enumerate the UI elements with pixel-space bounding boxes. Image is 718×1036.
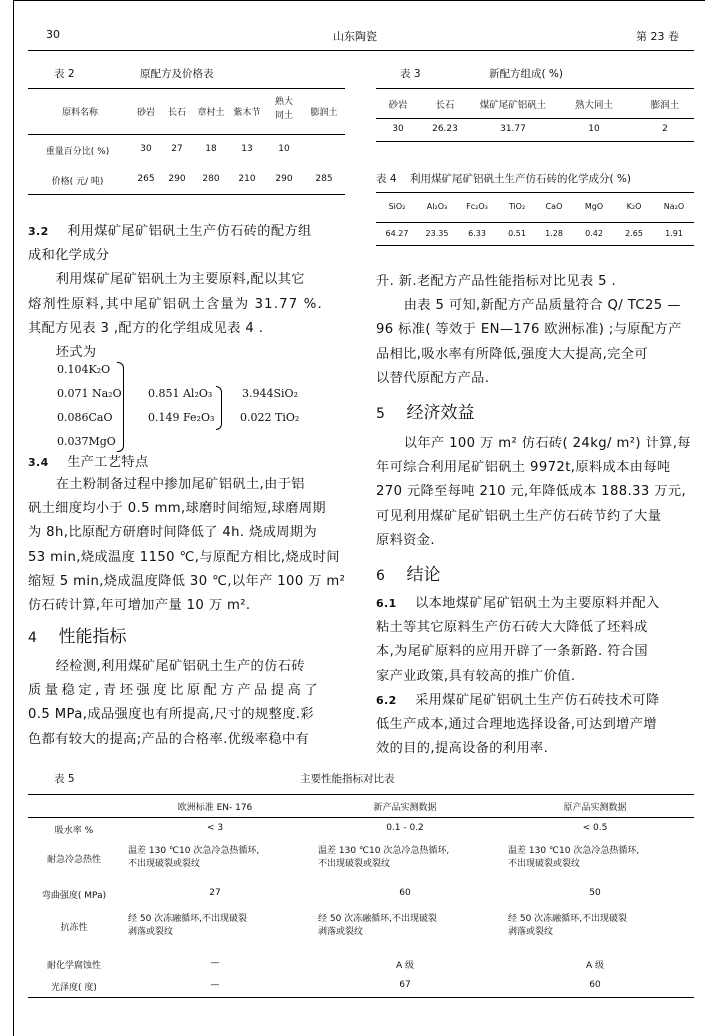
table2-cell: 285 [315,174,333,184]
paragraph-line: 缩短 5 min,烧成温度降低 30 ℃,以年产 100 万 m² [28,573,346,589]
section-number: 6.1 [376,597,397,610]
section-number: 5 [376,406,385,422]
table4-cell: 23.35 [425,229,449,238]
page-top-border [13,0,705,1]
section-4 [28,622,348,647]
table2-header: 原料名称 [61,108,98,118]
table2-cell: 280 [202,174,220,184]
table2-row-label: 重量百分比( %) [45,147,110,157]
table5-cell: 经 50 次冻融循环,不出现破裂 剥落或裂纹 [508,914,628,937]
table5-cell: — [210,958,220,968]
table3-header: 砂岩 [388,100,408,111]
table5-cell: 经 50 次冻融循环,不出现破裂 剥落或裂纹 [318,914,438,937]
table3-top-rule [376,88,694,89]
formula-term: 3.944SiO₂ [242,387,298,400]
paragraph-line: 粘土等其它原料生产仿石砖大大降低了坯料成 [376,620,648,636]
table4-mid-rule [376,222,694,223]
section-title: 生产工艺特点 [67,455,149,470]
table4-header: TiO₂ [508,202,526,211]
section-heading [28,622,348,647]
formula-term: 0.071 Na₂O [57,387,122,400]
table5-cell: A 级 [585,961,605,971]
table4-header: Na₂O [663,202,685,211]
volume-label: 第 23 卷 [636,30,679,43]
paragraph-line: 仿石砖计算,年可增加产量 10 万 m². [28,598,251,614]
table5-cell: 0.1 - 0.2 [386,823,424,833]
table5-cell: 60 [399,888,411,898]
table2-cell: 290 [275,174,293,184]
table2-cell: 13 [241,144,253,154]
paragraph-line: 270 元降至每吨 210 元,年降低成本 188.33 万元, [376,484,687,500]
table4-header: K₂O [626,202,642,211]
table5-cell: — [210,980,220,990]
table5-caption-label: 表 5 [54,773,75,785]
table2-mid-rule [28,134,345,135]
paragraph-line: 0.5 MPa,成品强度也有所提高,尺寸的规整度.彩 [28,707,314,723]
table2-cell: 210 [238,174,256,184]
page-left-border [13,0,14,1036]
table2-header: 长石 [167,108,186,118]
paragraph-line: 其配方见表 3 ,配方的化学组成见表 4 . [28,320,264,336]
paragraph-line: 由表 5 可知,新配方产品质量符合 Q/ TC25 — [403,298,681,314]
table4-caption-title: 利用煤矿尾矿铝矾土生产仿石砖的化学成分( %) [410,173,632,185]
table5-caption-title: 主要性能指标对比表 [300,773,395,785]
paragraph-line: 色都有较大的提高;产品的合格率.优级率稳中有 [28,731,310,747]
section-number: 3.2 [28,225,49,238]
paragraph-line: 品相比,吸水率有所降低,强度大大提高,完全可 [376,346,648,362]
table4-cell: 2.65 [625,229,643,238]
table2-cell: 18 [205,144,217,154]
paragraph-line: 以替代原配方产品. [376,370,490,386]
paragraph-line: 低生产成本,通过合理地选择设备,可达到增产增 [376,717,657,733]
page-number: 30 [46,28,60,41]
table5-header: 新产品实测数据 [373,803,437,813]
table3-caption-label: 表 3 [400,68,421,80]
table2-header: 砂岩 [136,108,155,118]
table4-header: SiO₂ [388,202,406,211]
paragraph-line: 96 标准( 等效于 EN—176 欧洲标准) ;与原配方产 [376,322,682,338]
table5-cell: < 0.5 [582,823,608,833]
paragraph-line: 家产业政策,具有较高的推广价值. [376,668,576,684]
formula-term: 0.022 TiO₂ [240,411,300,424]
table4-bottom-rule [376,245,694,246]
table3-header: 煤矿尾矿铝矾土 [479,100,547,111]
table5-header: 欧洲标准 EN- 176 [177,803,253,813]
paragraph-line: 升. 新.老配方产品性能指标对比见表 5 . [376,274,617,289]
table4-cell: 64.27 [385,229,409,238]
table3-bottom-rule [376,141,694,142]
table5-cell: 经 50 次冻融循环,不出现破裂 剥落或裂纹 [128,914,248,937]
table4-top-rule [376,192,694,193]
table3-mid-rule [376,118,694,119]
table5-row-label: 弯曲强度( MPa) [41,891,107,901]
paragraph-line: 53 min,烧成温度 1150 ℃,与原配方相比,烧成时间 [28,549,340,565]
table4-cell: 0.42 [585,229,603,238]
section-6-heading [376,560,441,585]
table5-mid-rule [28,817,694,818]
section-4-body [28,655,348,752]
table2-cell: 10 [278,144,290,154]
table3-header: 熟大同土 [574,100,613,111]
paragraph-line: 矾土细度均小于 0.5 mm,球磨时间缩短,球磨周期 [28,501,327,517]
table5-row-label: 吸水率 % [54,826,94,836]
paragraph-line: 采用煤矿尾矿铝矾土生产仿石砖技术可降 [415,692,660,708]
journal-title: 山东陶瓷 [333,30,377,43]
table3-header: 长石 [435,100,455,111]
conclusion-6-2 [376,689,696,713]
table3-header: 膨润土 [650,100,680,111]
table5-cell: 67 [399,980,411,990]
table5-cell: 60 [589,980,601,990]
section-heading [28,220,348,244]
formula-term: 0.851 Al₂O₃ [148,387,213,400]
paragraph-line: 熔剂性原料,其中尾矿铝矾土含量为 31.77 %. [28,296,323,312]
table4-header: Fc₂O₃ [466,202,488,211]
table4-header: MgO [584,202,604,211]
section-5-heading [376,398,475,423]
paragraph-line: 本,为尾矿原料的应用开辟了一条新路. 符合国 [376,644,648,660]
table4-caption-label: 表 4 [376,173,397,185]
formula-brace [117,362,124,452]
table2-cell: 265 [137,174,155,184]
paragraph-line: 经检测,利用煤矿尾矿铝矾土生产的仿石砖 [55,659,305,674]
table3-cell: 10 [588,124,600,134]
section-heading [28,453,348,473]
formula-term: 0.086CaO [57,411,113,424]
table2-cell: 27 [171,144,183,154]
table3-cell: 31.77 [500,124,526,134]
table5-cell: 27 [209,888,221,898]
section-title: 经济效益 [406,403,475,423]
section-title: 结论 [406,565,441,585]
table4-header: Al₂O₃ [426,202,448,211]
section-6-body [376,592,696,761]
table2-caption-label: 表 2 [54,68,75,80]
table2-caption-title: 原配方及价格表 [140,68,214,80]
table4-header: CaO [545,202,563,211]
table4-cell: 0.51 [508,229,526,238]
section-number: 6 [376,568,385,584]
formula-term: 0.037MgO [57,435,116,448]
paragraph-line: 利用煤矿尾矿铝矾土为主要原料,配以其它 [55,272,305,288]
table5-row-label: 耐急冷急热性 [46,855,101,865]
table5-cell: 温差 130 ℃10 次急冷急热循环, 不出现破裂或裂纹 [128,846,260,869]
table5-cell: 温差 130 ℃10 次急冷急热循环, 不出现破裂或裂纹 [508,846,640,869]
section-number: 6.2 [376,693,397,707]
table2-header: 膨润土 [310,108,338,118]
table4-cell: 1.28 [545,229,563,238]
section-3-4 [28,453,348,618]
section-title: 性能指标 [58,627,127,647]
formula-brace [216,386,222,430]
table5-bottom-rule [28,997,694,998]
table5-cell: < 3 [206,823,224,833]
table2-header: 章村土 [197,108,225,118]
section-number: 4 [28,630,37,646]
section-3-2 [28,220,348,365]
paragraph-line: 以本地煤矿尾矿铝矾土为主要原料并配入 [415,596,660,611]
formula-term: 0.149 Fe₂O₃ [148,411,215,424]
table5-cell: 温差 130 ℃10 次急冷急热循环, 不出现破裂或裂纹 [318,846,450,869]
table3-caption-title: 新配方组成( %) [489,68,564,80]
table2-header: 紫木节 [233,108,261,118]
table2-header-line: 同土 [274,111,293,121]
table5-cell: A 级 [395,961,415,971]
header-rule [28,50,694,51]
formula-term: 0.104K₂O [57,363,111,376]
paragraph-line: 以年产 100 万 m² 仿石砖( 24kg/ m²) 计算,每 [403,436,691,451]
table5-row-label: 耐化学腐蚀性 [46,961,101,971]
table5-header: 原产品实测数据 [563,803,627,813]
conclusion-6-1 [376,592,696,616]
section-title: 利用煤矿尾矿铝矾土生产仿石砖的配方组 [67,224,312,239]
table2-cell: 30 [140,144,152,154]
paragraph-line: 效的目的,提高设备的利用率. [376,741,549,757]
table2-cell: 290 [168,174,186,184]
table4-cell: 1.91 [665,229,683,238]
table5-top-rule [28,794,694,795]
table5-row-label: 抗冻性 [60,923,88,933]
table2-bottom-rule [28,194,345,195]
table3-cell: 30 [392,124,404,134]
paragraph-line: 为 8h,比原配方研磨时间降低了 4h. 烧成周期为 [28,525,318,541]
paragraph-line: 年可综合利用尾矿铝矾土 9972t,原料成本由每吨 [376,460,671,476]
paragraph-line: 可见利用煤矿尾矿铝矾土生产仿石砖节约了大量 [376,508,662,524]
paragraph-line: 质量稳定,青坯强度比原配方产品提高了 [28,683,322,699]
table4-cell: 6.33 [468,229,486,238]
section-5-body [376,432,696,553]
table3-cell: 26.23 [432,124,458,134]
section-number: 3.4 [28,456,49,469]
paragraph-line: 原料资金. [376,532,435,548]
section-title-cont: 成和化学成分 [28,248,110,264]
table5-row-label: 光泽度( 度) [51,983,97,993]
table2-header-line: 熟大 [274,97,293,107]
table2-row-label: 价格( 元/ 吨) [51,177,104,187]
table3-cell: 2 [662,124,668,134]
right-column-text [376,270,696,391]
formula-intro: 坯式为 [55,345,97,361]
table5-cell: 50 [589,888,601,898]
table2-header [272,95,296,123]
table2-top-rule [28,88,345,89]
paragraph-line: 在土粉制备过程中掺加尾矿铝矾土,由于铝 [55,477,305,492]
